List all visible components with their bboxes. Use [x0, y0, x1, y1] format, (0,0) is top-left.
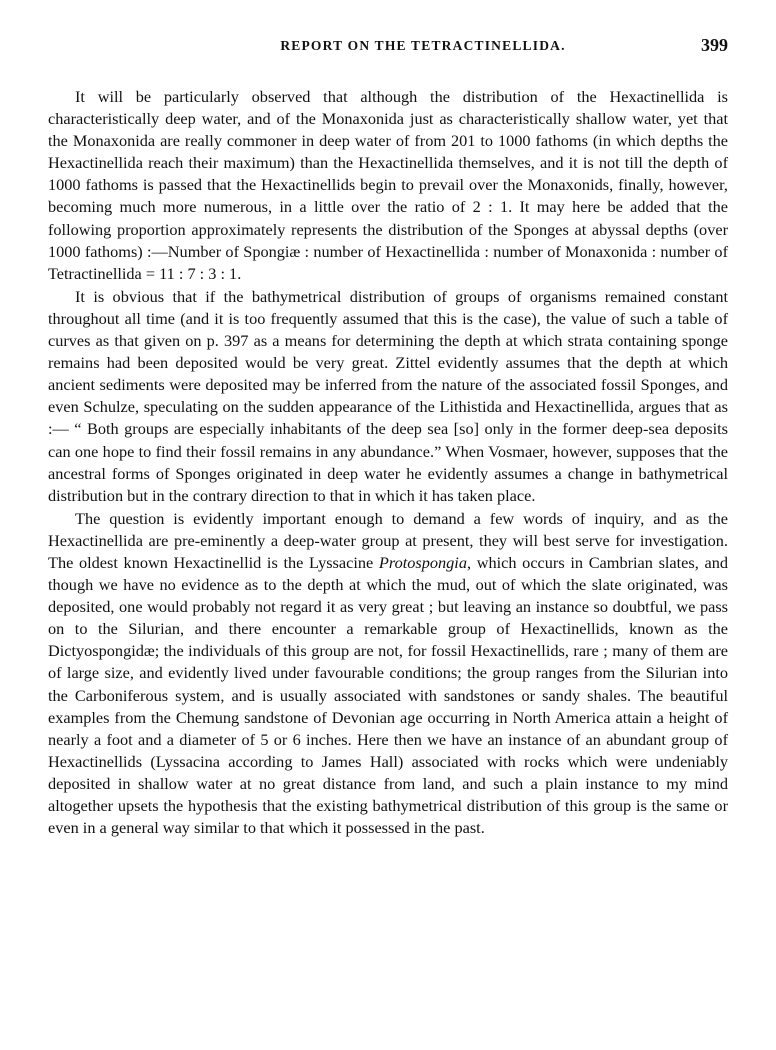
paragraph-3-text-end: , which occurs in Cambrian slates, and though we have no evidence as to the depth at which the mud, out of which the slate originated, was deposited, one would probably not regard it as very great ; but leaving an instance so doubtful, we pass on to the Silurian, and there encounter a remarkable group of Hexactinellids, known as the Dictyospongidæ; the individuals of this group are not, for fossil Hexactinellids, rare ; many of them are of large size, and evidently lived under favourable conditions; the group ranges from the Silurian into the Carboniferous system, and is usually associated with sandstones or sandy shales. The beautiful examples from the Chemung sandstone of Devonian age occurring in North America attain a height of nearly a foot and a diameter of 5 or 6 inches. Here then we have an instance of an abundant group of Hexactinellids (Lyssacina according to James Hall) associated with rocks which were undeniably deposited in shallow water at no great distance from land, and such a plain instance to my mind altogether upsets the hypothesis that the existing bathymetrical distribution of this group is the same or even in a general way similar to that which it possessed in the past.: [48, 552, 729, 838]
body-text: [48, 86, 728, 839]
paragraph-1: It will be particularly observed that although the distribution of the Hexactinellida is characteristically deep water, and of the Monaxonida just as characteristically shallow water, yet that the Monaxonida are really commoner in deep water of from 201 to 1000 fathoms (in which depths the Hexactinellida reach their maximum) than the Hexactinellida themselves, and it is not till the depth of 1000 fathoms is passed that the Hexactinellids begin to prevail over the Monaxonids, finally, however, becoming much more numerous, in a little over the ratio of 2 : 1. It may here be added that the following proportion approximately represents the distribution of the Sponges at abyssal depths (over 1000 fathoms) :—Number of Spongiæ : number of Hexactinellida : number of Monaxonida : number of Tetractinellida = 11 : 7 : 3 : 1.: [48, 87, 728, 283]
paragraph-3-text-start: The question is evidently important enough to demand a few words of inquiry, and as the Hexactinellida are pre-eminently a deep-water group at present, they will best serve for investigation. The oldest known Hexactinellid is the Lyssacine: [48, 508, 728, 572]
page-number: 399: [701, 35, 728, 55]
running-title: REPORT ON THE TETRACTINELLIDA.: [280, 38, 566, 53]
running-header: [48, 35, 728, 60]
genus-name-italic: Protospongia: [378, 552, 467, 572]
paragraph-2: It is obvious that if the bathymetrical distribution of groups of organisms remained constant throughout all time (and it is too frequently assumed that this is the case), the value of such a table of curves as that given on p. 397 as a means for determining the depth at which strata containing sponge remains had been deposited would be very great. Zittel evidently assumes that the depth at which ancient sediments were deposited may be inferred from the nature of the associated fossil Sponges, and even Schulze, speculating on the sudden appearance of the Lithistida and Hexactinellida, argues that as :— “ Both groups are especially inhabitants of the deep sea [so] only in the former deep-sea deposits can one hope to find their fossil remains in any abundance.” When Vosmaer, however, supposes that the ancestral forms of Sponges originated in deep water he evidently assumes a change in bathymetrical distribution but in the contrary direction to that in which it has taken place.: [48, 286, 728, 505]
paragraph-3: [48, 508, 728, 839]
